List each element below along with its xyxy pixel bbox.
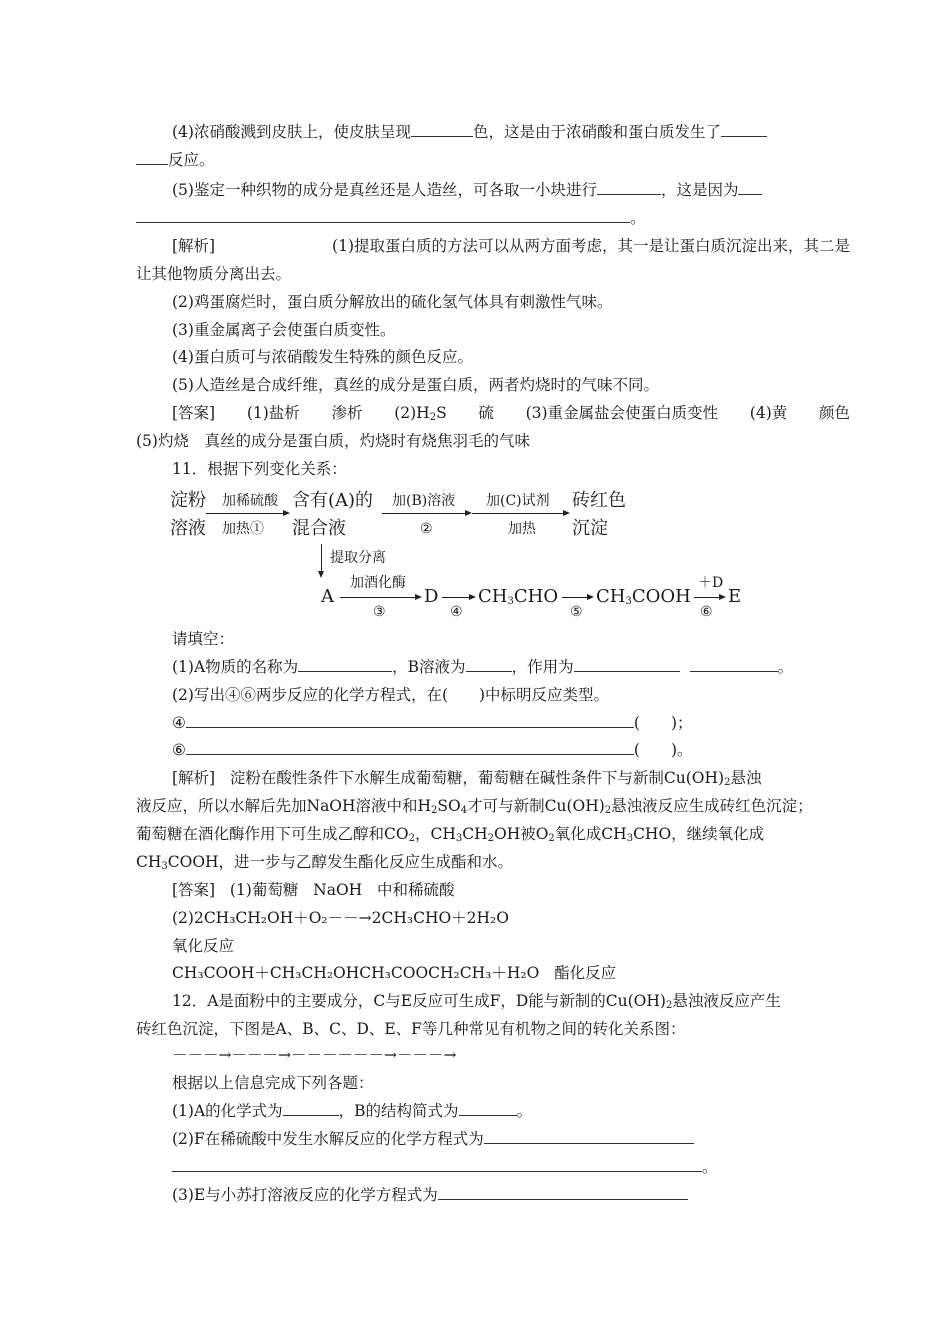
q11-sub1-text: (1)A物质的名称为 xyxy=(172,658,299,676)
analysis10-text4: (4)蛋白质可与浓硝酸发生特殊的颜色反应。 xyxy=(172,348,473,366)
q11-sub1-end: 。 xyxy=(777,658,794,676)
answer10-p3: (3)重金属盐会使蛋白质变性 xyxy=(525,404,719,422)
answer11-line4 xyxy=(172,963,616,983)
diagram-mixture-2: 混合液 xyxy=(292,518,346,539)
q11-fill-prompt: 请填空： xyxy=(172,630,235,648)
diagram-arrow-2 xyxy=(382,513,470,514)
analysis11-sub3c: 2 xyxy=(487,833,494,844)
analysis10-text1: (1)提取蛋白质的方法可以从两方面考虑，其一是让蛋白质沉淀出来，其二是 xyxy=(332,237,850,255)
q10-part4-line2 xyxy=(136,150,215,170)
q11-blank-b[interactable] xyxy=(466,657,512,672)
q10-part5-end: 。 xyxy=(630,209,646,227)
analysis11-sub1: 2 xyxy=(724,777,731,788)
diagram-arrow-3 xyxy=(472,513,568,514)
diagram-arrow3-bottom: 加热 xyxy=(508,521,536,537)
q11-title: 11．根据下列变化关系： xyxy=(172,460,347,478)
q12-blank-formula-a[interactable] xyxy=(283,1101,339,1116)
q11-eq6-type: ( )。 xyxy=(633,741,693,759)
analysis11-sub2b: 4 xyxy=(460,805,468,816)
q12-sub1-text2: ，B的结构简式为 xyxy=(338,1102,459,1120)
diagram-arrow-7 xyxy=(694,597,724,598)
answer10-p1b: 渗析 xyxy=(331,404,363,422)
diagram-ch3cooh-b: COOH xyxy=(631,586,691,607)
q12-text2: 砖红色沉淀，下图是A、B、C、D、E、F等几种常见有机物之间的转化关系图： xyxy=(136,1020,686,1038)
diagram-arrow2-bottom: ② xyxy=(420,521,433,537)
analysis11-line1 xyxy=(172,768,761,788)
q12-text3: 根据以上信息完成下列各题： xyxy=(172,1074,374,1092)
q10-part4-text3: 反应。 xyxy=(168,151,215,169)
diagram-ch3cho-b: CHO xyxy=(513,586,559,607)
answer10-p1: (1)盐析 xyxy=(246,404,300,422)
q10-blank-reaction[interactable] xyxy=(721,122,767,137)
analysis11-sub3a: 2 xyxy=(408,833,415,844)
analysis11-text3c: CH xyxy=(462,825,488,843)
q12-sub1-text: (1)A的化学式为 xyxy=(172,1102,283,1120)
answer11-text1b: NaOH xyxy=(313,881,363,899)
q10-part4-text2: 色，这是由于浓硝酸和蛋白质发生了 xyxy=(472,123,721,141)
diagram-arrow-5 xyxy=(442,597,474,598)
analysis11-tag: [解析] xyxy=(172,769,216,787)
analysis10-text1b: 让其他物质分离出去。 xyxy=(136,265,292,283)
analysis11-text2b: SO xyxy=(437,797,461,815)
q12-sub2-text: (2)F在稀硫酸中发生水解反应的化学方程式为 xyxy=(172,1130,484,1148)
q10-blank-color[interactable] xyxy=(411,122,473,137)
diagram-arrow-down xyxy=(321,544,322,576)
q10-blank-reason-cont[interactable] xyxy=(136,208,630,223)
analysis11-text3a: 葡萄糖在酒化酶作用下可生成乙醇和CO xyxy=(136,825,409,843)
q12-sub1-end: 。 xyxy=(516,1102,533,1120)
q12-text1a: 12．A是面粉中的主要成分，C与E反应可生成F，D能与新制的Cu(OH) xyxy=(172,992,666,1010)
analysis11-text4b: COOH，进一步与乙醇发生酯化反应生成酯和水。 xyxy=(167,853,514,871)
diagram-starch-2: 溶液 xyxy=(170,518,206,539)
q11-blank-role2[interactable] xyxy=(690,657,778,672)
q10-part5-text2: ，这是因为 xyxy=(660,181,739,199)
answer10-p4b: 颜色 xyxy=(818,404,850,422)
diagram-arrow-1 xyxy=(206,513,288,514)
diagram-ch3cooh-sub: 3 xyxy=(625,596,632,607)
q12-sub3 xyxy=(172,1185,688,1205)
diagram-arrow6-bottom: ⑤ xyxy=(570,604,583,620)
answer11-equation1: (2)2CH₃CH₂OH＋O₂－－→2CH₃CHO＋2H₂O xyxy=(172,909,509,927)
answer11-tag: [答案] xyxy=(172,881,216,899)
analysis11-text3f: CHO，继续氧化成 xyxy=(633,825,765,843)
answer10-p2sub: 2 xyxy=(429,412,437,423)
answer11-text1c: 中和稀硫酸 xyxy=(376,881,455,899)
diagram-arrow4-bottom: ③ xyxy=(373,604,386,620)
q12-line1 xyxy=(172,991,781,1011)
diagram-ch3cho-a: CH xyxy=(478,586,508,607)
analysis11-text3b: ，CH xyxy=(414,825,456,843)
q11-blank-eq6[interactable] xyxy=(186,740,634,755)
q11-sub2: (2)写出④⑥两步反应的化学方程式，在( )中标明反应类型。 xyxy=(172,686,610,704)
diagram-arrow4-top: 加酒化酶 xyxy=(350,575,406,591)
answer10-p2 xyxy=(394,403,446,423)
q11-eq6-label: ⑥ xyxy=(172,741,186,759)
q12-sub2-line2 xyxy=(172,1157,718,1177)
answer11-type2: 酯化反应 xyxy=(554,964,617,982)
diagram-arrow2-top: 加(B)溶液 xyxy=(392,493,456,509)
answer11-type1: 氧化反应 xyxy=(172,937,235,955)
answer10-p4: (4)黄 xyxy=(749,404,788,422)
q10-blank-reason[interactable] xyxy=(738,180,762,195)
diagram-arrow7-bottom: ⑥ xyxy=(700,604,713,620)
analysis10-text2: (2)鸡蛋腐烂时，蛋白质分解放出的硫化氢气体具有刺激性气味。 xyxy=(172,293,613,311)
q10-part5-line1 xyxy=(172,180,762,200)
q12-sub1 xyxy=(172,1101,532,1121)
diagram-arrow-6 xyxy=(562,597,592,598)
q10-blank-reaction-cont[interactable] xyxy=(136,150,168,165)
answer10-line1 xyxy=(172,403,850,423)
diagram-D: D xyxy=(424,586,439,607)
diagram-E: E xyxy=(728,586,742,607)
diagram-mixture-1: 含有(A)的 xyxy=(292,490,374,511)
analysis11-text1b: 悬浊 xyxy=(730,769,762,787)
analysis11-text3d: OH被O xyxy=(493,825,549,843)
analysis11-text2d: 悬浊液反应生成砖红色沉淀； xyxy=(611,797,813,815)
diagram-arrow3-top: 加(C)试剂 xyxy=(486,493,550,509)
answer-tag: [答案] xyxy=(172,404,216,422)
diagram-arrow5-bottom: ④ xyxy=(450,604,463,620)
q12-conversion-chain: －－－→－－－→－－－－－－→－－－→ xyxy=(172,1046,457,1064)
q10-part4-line1 xyxy=(172,122,767,142)
q12-blank-bicarbonate[interactable] xyxy=(438,1185,688,1200)
answer10-line2: (5)灼烧 真丝的成分是蛋白质，灼烧时有烧焦羽毛的气味 xyxy=(136,432,530,450)
q11-blank-a[interactable] xyxy=(298,657,392,672)
analysis11-text3e: 氧化成CH xyxy=(554,825,627,843)
diagram-A: A xyxy=(321,586,334,607)
answer11-equation2: CH₃COOH＋CH₃CH₂OHCH₃COOCH₂CH₃＋H₂O xyxy=(172,964,540,982)
q10-part5-line2 xyxy=(136,208,646,228)
diagram-arrow1-top: 加稀硫酸 xyxy=(222,493,278,509)
analysis11-sub4: 3 xyxy=(161,861,168,872)
answer10-p2a: (2)H xyxy=(394,404,430,422)
analysis11-line2 xyxy=(136,796,813,816)
analysis11-line4 xyxy=(136,852,513,872)
analysis11-sub2a: 2 xyxy=(431,805,438,816)
diagram-brick-red-2: 沉淀 xyxy=(572,518,608,539)
answer11-text1a: (1)葡萄糖 xyxy=(229,881,299,899)
answer10-p2c: 硫 xyxy=(478,404,494,422)
q10-blank-method[interactable] xyxy=(597,180,661,195)
q12-blank-hydrolysis[interactable] xyxy=(484,1129,694,1144)
q11-eq4-label: ④ xyxy=(172,714,186,732)
q11-sub1 xyxy=(172,657,793,677)
q12-sub1: 2 xyxy=(665,1000,673,1011)
q10-part5-text: (5)鉴定一种织物的成分是真丝还是人造丝，可各取一小块进行 xyxy=(172,181,597,199)
q12-sub3-text: (3)E与小苏打溶液反应的化学方程式为 xyxy=(172,1186,438,1204)
analysis10-text5: (5)人造丝是合成纤维，真丝的成分是蛋白质，两者灼烧时的气味不同。 xyxy=(172,376,659,394)
q11-sub1-text2: ，B溶液为 xyxy=(392,658,466,676)
analysis11-line3 xyxy=(136,824,764,844)
analysis10-line1 xyxy=(172,236,850,256)
answer10-p2b: S xyxy=(436,404,447,422)
q11-sub1-text3: ，作用为 xyxy=(511,658,574,676)
diagram-brick-red-1: 砖红色 xyxy=(572,490,626,511)
analysis11-sub3d: 2 xyxy=(548,833,555,844)
q11-eq4 xyxy=(172,713,693,733)
diagram-acetaldehyde xyxy=(478,586,558,608)
q11-eq4-type: ( )； xyxy=(633,714,693,732)
q12-blank-hydrolysis-cont[interactable] xyxy=(172,1157,702,1172)
answer11-line1 xyxy=(172,880,454,900)
q11-eq6 xyxy=(172,740,693,760)
analysis11-text2a: 液反应，所以水解后先加NaOH溶液中和H xyxy=(136,797,432,815)
diagram-arrow7-top: ＋D xyxy=(698,575,724,591)
diagram-extract-label: 提取分离 xyxy=(330,550,386,566)
analysis11-text2c: 才可与新制Cu(OH) xyxy=(467,797,605,815)
q10-part4-text: (4)浓硝酸溅到皮肤上，使皮肤呈现 xyxy=(172,123,411,141)
analysis11-sub3e: 3 xyxy=(626,833,634,844)
q11-blank-eq4[interactable] xyxy=(186,713,634,728)
q11-blank-role[interactable] xyxy=(574,657,680,672)
diagram-starch-1: 淀粉 xyxy=(170,490,206,511)
diagram-ch3cho-sub: 3 xyxy=(507,596,514,607)
q12-sub2-end: 。 xyxy=(702,1158,718,1176)
analysis11-sub2c: 2 xyxy=(604,805,612,816)
analysis11-text4a: CH xyxy=(136,853,162,871)
q12-text1b: 悬浊液反应产生 xyxy=(672,992,781,1010)
analysis-tag: [解析] xyxy=(172,237,216,255)
diagram-arrow-4 xyxy=(340,597,420,598)
analysis11-text1a: 淀粉在酸性条件下水解生成葡萄糖，葡萄糖在碱性条件下与新制Cu(OH) xyxy=(229,769,725,787)
q12-blank-structure-b[interactable] xyxy=(459,1101,517,1116)
analysis10-text3: (3)重金属离子会使蛋白质变性。 xyxy=(172,321,396,339)
diagram-arrow1-bottom: 加热① xyxy=(222,521,264,537)
diagram-acetic-acid xyxy=(596,586,691,608)
diagram-ch3cooh-a: CH xyxy=(596,586,626,607)
analysis11-sub3b: 3 xyxy=(455,833,463,844)
q12-sub2 xyxy=(172,1129,694,1149)
